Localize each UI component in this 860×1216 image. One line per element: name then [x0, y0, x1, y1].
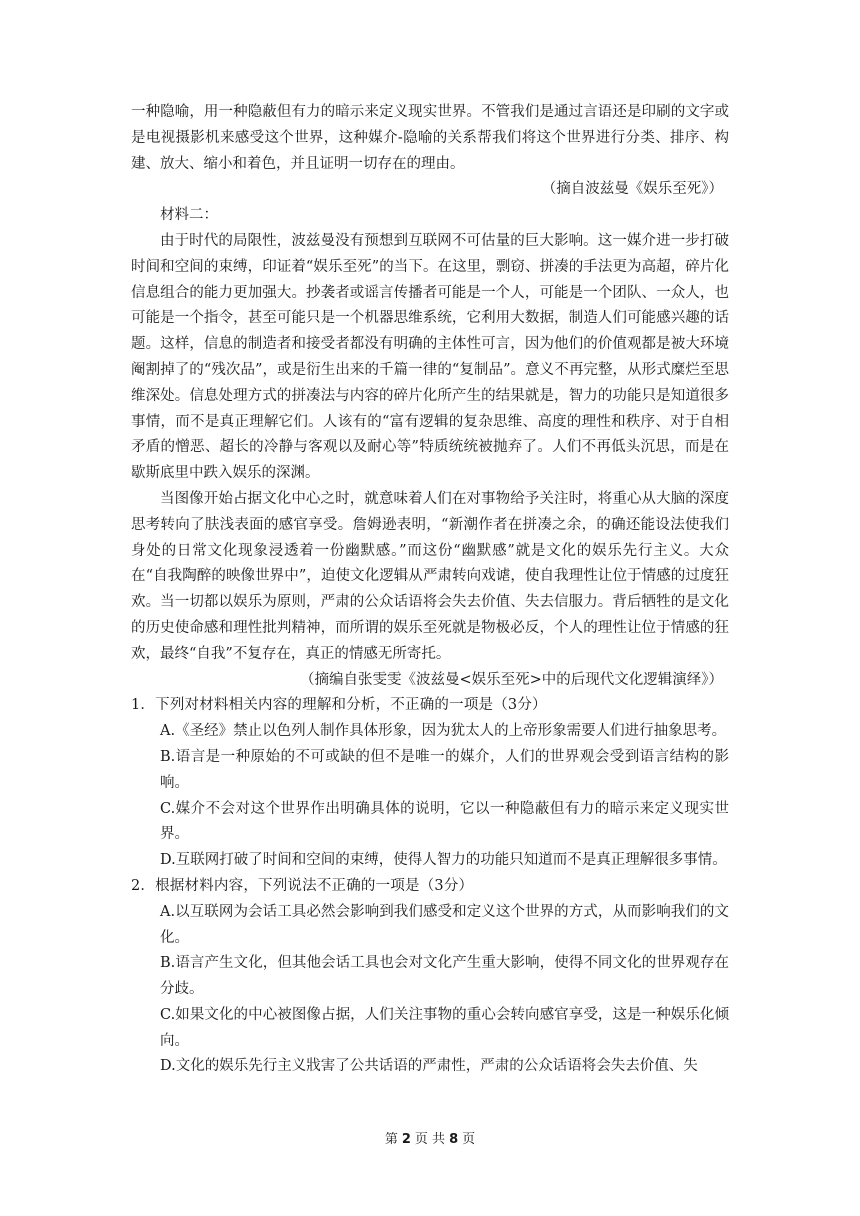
- question-option: C.如果文化的中心被图像占据，人们关注事物的重心会转向感官享受，这是一种娱乐化倾向。: [160, 1006, 729, 1049]
- page-content: [131, 100, 729, 1080]
- material-one-source: （摘自波兹曼《娱乐至死》）: [541, 181, 723, 198]
- total-page-count: 8: [449, 1132, 459, 1147]
- footer-prefix: 第: [384, 1132, 398, 1147]
- question-option: B.语言是一种原始的不可或缺的但不是唯一的媒介，人们的世界观会受到语言结构的影响。: [160, 748, 729, 791]
- question-option: A.以互联网为会话工具必然会影响到我们感受和定义这个世界的方式，从而影响我们的文化。: [160, 903, 729, 946]
- current-page-number: 2: [401, 1132, 411, 1147]
- question-option: D.文化的娱乐先行主义戕害了公共话语的严肃性，严肃的公众话语将会失去价值、失: [160, 1058, 698, 1075]
- material-two-heading: 材料二：: [160, 207, 218, 224]
- question-stem: 2．根据材料内容，下列说法不正确的一项是（3分）: [131, 877, 474, 894]
- question-option: B.语言产生文化，但其他会话工具也会对文化产生重大影响，使得不同文化的世界观存在分歧。: [160, 955, 729, 998]
- material-two-paragraph: 由于时代的局限性，波兹曼没有预想到互联网不可估量的巨大影响。这一媒介进一步打破时间和空间的束缚，印证着“娱乐至死”的当下。在这里，剽窃、拼凑的手法更为高超，碎片化信息组合的能力更加强大。抄袭者或谣言传播者可能是一个人，可能是一个团队、一众人，也可能是一个指令，甚至可能只是一个机器思维系统，它利用大数据，制造人们可能感兴趣的话题。这样，信息的制造者和接受者都没有明确的主体性可言，因为他们的价值观都是被大环境阉割掉了的“残次品”，或是衍生出来的千篇一律的“复制品”。意义不再完整，从形式糜烂至思维深处。信息处理方式的拼凑法与内容的碎片化所产生的结果就是，智力的功能只是知道很多事情，而不是真正理解它们。人该有的“富有逻辑的复杂思维、高度的理性和秩序、对于自相矛盾的憎恶、超长的冷静与客观以及耐心等”特质统统被抛弃了。人们不再低头沉思，而是在歇斯底里中跌入娱乐的深渊。: [131, 232, 729, 482]
- page-footer: [0, 1131, 860, 1149]
- question-option: A.《圣经》禁止以色列人制作具体形象，因为犹太人的上帝形象需要人们进行抽象思考。: [160, 723, 727, 740]
- material-two-paragraph: 当图像开始占据文化中心之时，就意味着人们在对事物给予关注时，将重心从大脑的深度思考转向了肤浅表面的感官享受。詹姆逊表明，“新潮作者在拼凑之余，的确还能设法使我们身处的日常文化现象浸透着一份幽默感。”而这份“幽默感”就是文化的娱乐先行主义。大众在“自我陶醉的映像世界中”，迫使文化逻辑从严肃转向戏谑，使自我理性让位于情感的过度狂欢。当一切都以娱乐为原则，严肃的公众话语将会失去价值、失去信服力。背后牺牲的是文化的历史使命感和理性批判精神，而所谓的娱乐至死就是物极必反，个人的理性让位于情感的狂欢，最终“自我”不复存在，真正的情感无所寄托。: [131, 490, 729, 662]
- material-two-source: （摘编自张雯雯《波兹曼<娱乐至死>中的后现代文化逻辑演绎》）: [299, 671, 723, 688]
- question-stem: 1．下列对材料相关内容的理解和分析，不正确的一项是（3分）: [131, 697, 547, 714]
- footer-suffix: 页: [462, 1132, 476, 1147]
- material-one-ending-paragraph: 一种隐喻，用一种隐蔽但有力的暗示来定义现实世界。不管我们是通过言语还是印刷的文字或是电视摄影机来感受这个世界，这种媒介-隐喻的关系帮我们将这个世界进行分类、排序、构建、放大、缩小和着色，并且证明一切存在的理由。: [131, 104, 729, 172]
- question-option: C.媒介不会对这个世界作出明确具体的说明，它以一种隐蔽但有力的暗示来定义现实世界。: [160, 800, 729, 843]
- question-option: D.互联网打破了时间和空间的束缚，使得人智力的功能只知道而不是真正理解很多事情。: [160, 852, 727, 869]
- footer-middle: 页 共: [414, 1132, 446, 1147]
